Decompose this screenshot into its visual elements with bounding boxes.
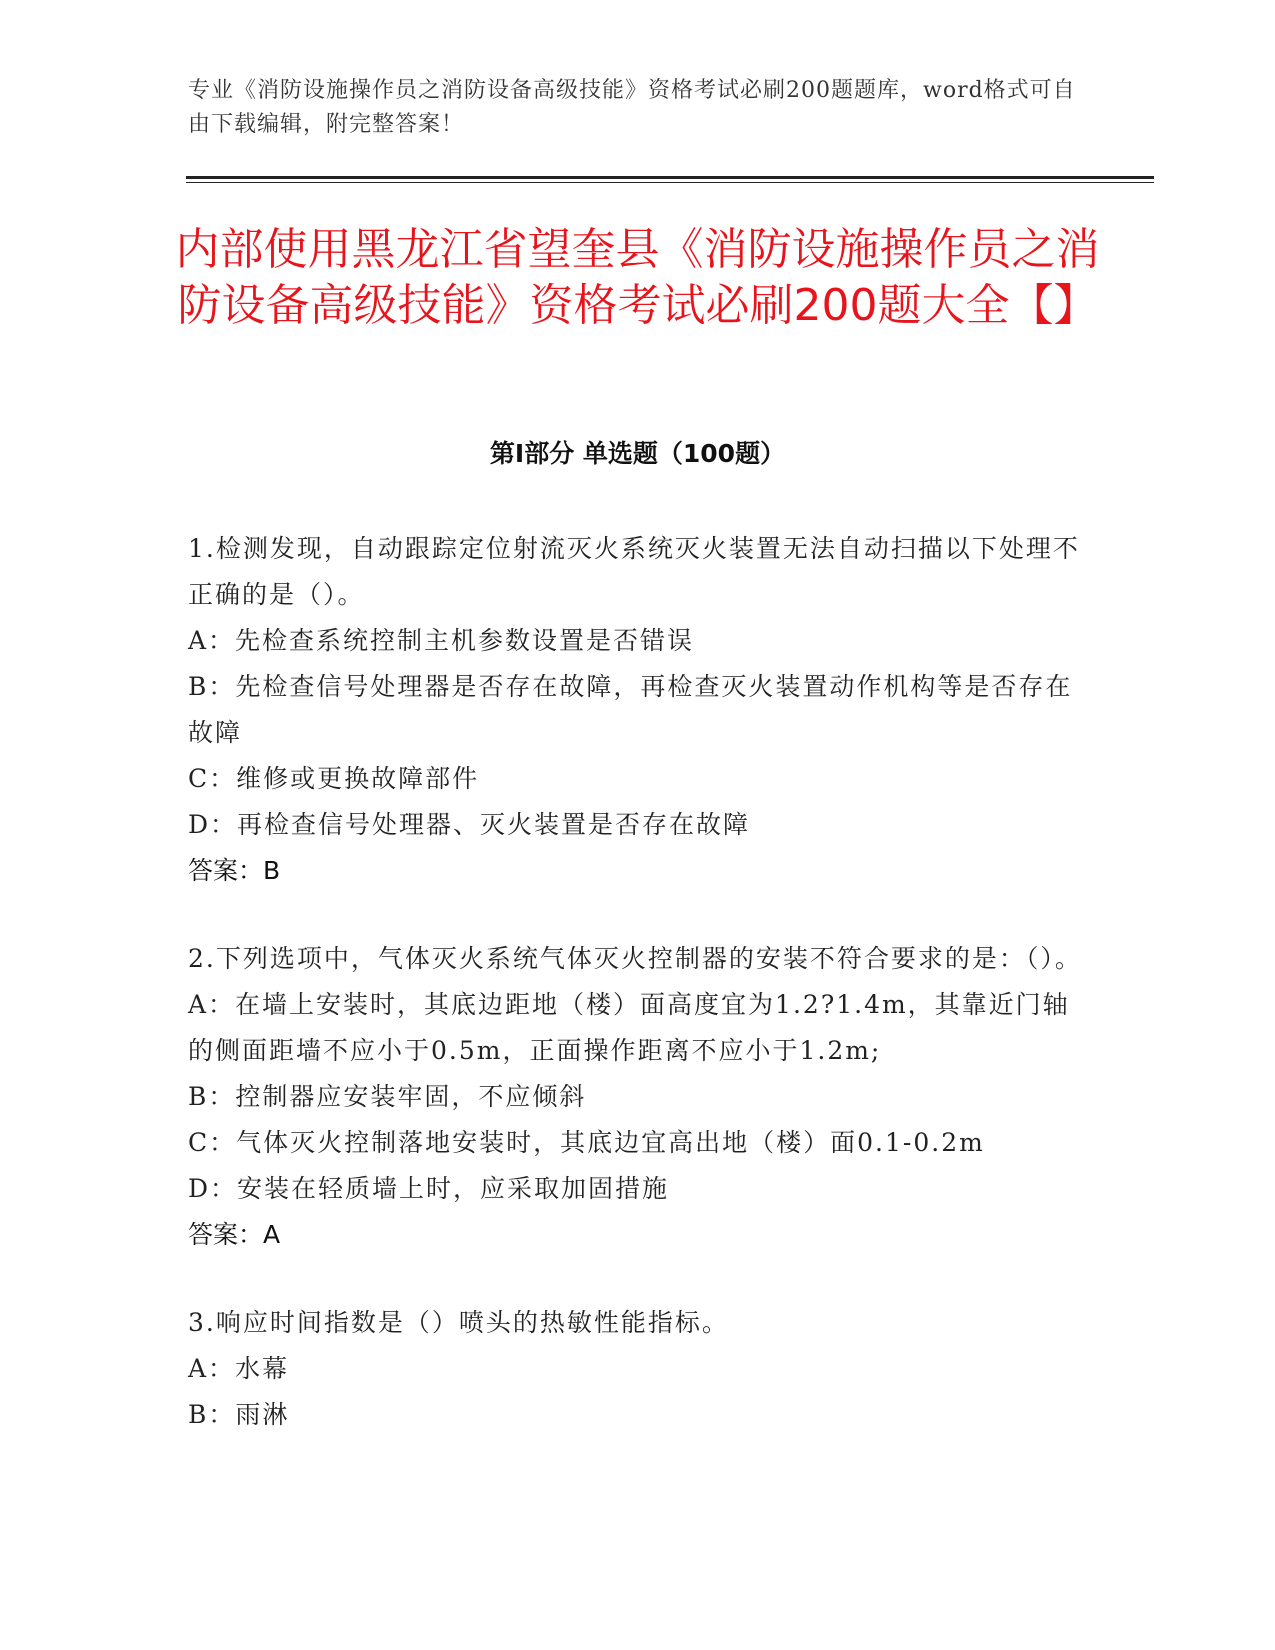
header-note: 专业《消防设施操作员之消防设备高级技能》资格考试必刷200题题库，word格式可自由下载编辑，附完整答案！ xyxy=(188,78,1076,137)
option-c: C：维修或更换故障部件 xyxy=(188,764,480,793)
question-stem: 3.响应时间指数是（）喷头的热敏性能指标。 xyxy=(188,1308,729,1337)
option-b: B：控制器应安装牢固，不应倾斜 xyxy=(188,1082,587,1111)
question-stem: 2.下列选项中，气体灭火系统气体灭火控制器的安装不符合要求的是：（）。 xyxy=(188,944,1082,973)
option-b: B：雨淋 xyxy=(188,1400,290,1429)
option-a: A：先检查系统控制主机参数设置是否错误 xyxy=(188,626,695,655)
answer: 答案：A xyxy=(188,1220,281,1249)
document-title: 内部使用黑龙江省望奎县《消防设施操作员之消防设备高级技能》资格考试必刷200题大全【】 xyxy=(175,224,1100,331)
option-c: C：气体灭火控制落地安装时，其底边宜高出地（楼）面0.1-0.2m xyxy=(188,1128,985,1157)
question-3 xyxy=(188,1300,1088,1438)
option-a: A：在墙上安装时，其底边距地（楼）面高度宜为1.2?1.4m，其靠近门轴的侧面距墙不应小于0.5m，正面操作距离不应小于1.2m; xyxy=(188,990,1070,1065)
answer: 答案：B xyxy=(188,856,281,885)
option-d: D：安装在轻质墙上时，应采取加固措施 xyxy=(188,1174,670,1203)
question-2 xyxy=(188,936,1088,1258)
header-rule-thin xyxy=(186,182,1154,183)
question-list xyxy=(188,526,1088,1480)
header-rule-thick xyxy=(186,176,1154,179)
question-stem: 1.检测发现，自动跟踪定位射流灭火系统灭火装置无法自动扫描以下处理不正确的是（）。 xyxy=(188,534,1080,609)
option-a: A：水幕 xyxy=(188,1354,290,1383)
question-1 xyxy=(188,526,1088,894)
option-b: B：先检查信号处理器是否存在故障，再检查灭火装置动作机构等是否存在故障 xyxy=(188,672,1073,747)
section-title: 第Ⅰ部分 单选题（100题） xyxy=(489,439,786,468)
option-d: D：再检查信号处理器、灭火装置是否存在故障 xyxy=(188,810,751,839)
